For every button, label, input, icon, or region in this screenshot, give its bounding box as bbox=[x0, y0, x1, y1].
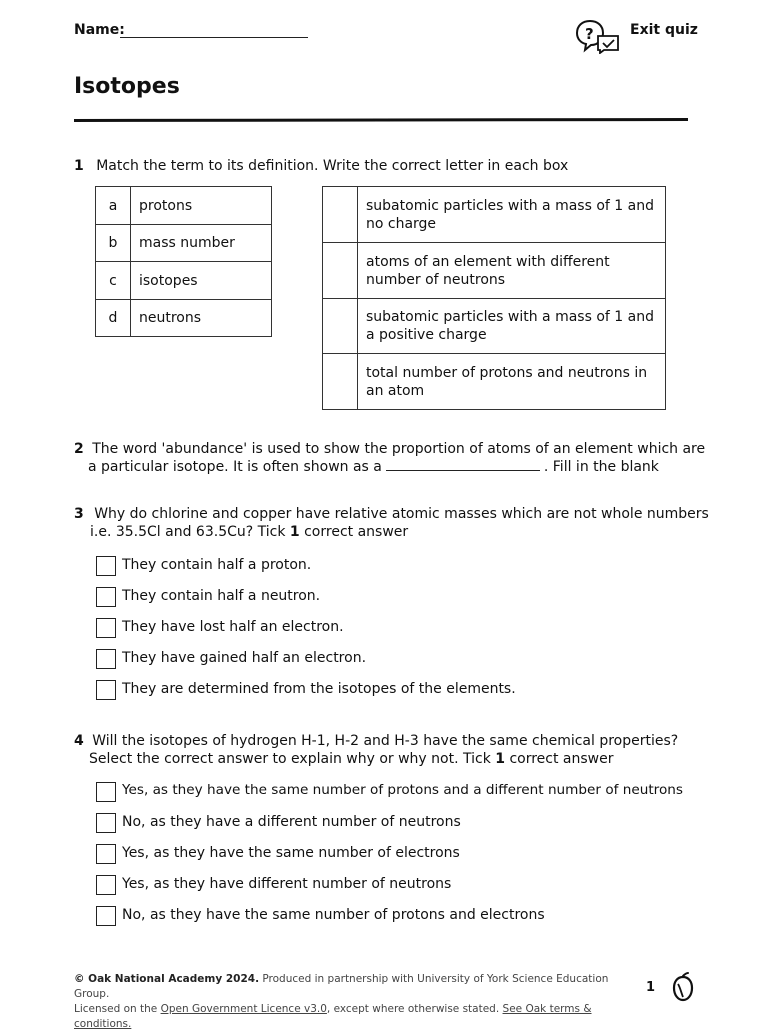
definition-line: subatomic particles with a mass of 1 and bbox=[366, 309, 654, 325]
definition-line: an atom bbox=[366, 382, 425, 399]
definition-line: number of neutrons bbox=[366, 271, 506, 288]
definition-line: atoms of an element with different bbox=[366, 253, 610, 270]
answer-option: They contain half a proton. bbox=[122, 557, 312, 573]
answer-checkbox[interactable] bbox=[96, 618, 116, 638]
footer-text: Produced in partnership with University of York Science Education Group. bbox=[74, 973, 609, 1000]
question-text: . Fill in the blank bbox=[543, 459, 659, 475]
answer-checkbox[interactable] bbox=[96, 875, 116, 895]
footer-text: Licensed on the bbox=[74, 1003, 161, 1015]
licence-link[interactable]: Open Government Licence v3.0 bbox=[160, 1003, 327, 1015]
answer-option: Yes, as they have the same number of electrons bbox=[122, 845, 460, 861]
terms-link[interactable]: See Oak terms & conditions. bbox=[74, 1003, 592, 1030]
term-row bbox=[96, 225, 272, 262]
term-text: isotopes bbox=[131, 262, 272, 300]
answer-checkbox[interactable] bbox=[96, 813, 116, 833]
question-2 bbox=[74, 440, 705, 458]
copyright-text: © Oak National Academy 2024. bbox=[74, 973, 260, 985]
fill-blank-field[interactable] bbox=[386, 458, 540, 471]
term-text: neutrons bbox=[131, 300, 272, 337]
footer-text: , except where otherwise stated. bbox=[326, 1003, 503, 1015]
term-row bbox=[96, 187, 272, 225]
tick-count: 1 bbox=[289, 524, 300, 540]
question-text: a particular isotope. It is often shown as a bbox=[88, 459, 382, 475]
question-text: Will the isotopes of hydrogen H-1, H-2 and H-3 have the same chemical properties? bbox=[92, 733, 679, 749]
answer-option: They have gained half an electron. bbox=[122, 650, 367, 666]
name-label: Name: bbox=[74, 22, 125, 38]
question-text: correct answer bbox=[299, 524, 409, 540]
answer-box[interactable] bbox=[323, 299, 358, 354]
question-text: Match the term to its definition. Write the correct letter in each box bbox=[96, 158, 569, 174]
answer-checkbox[interactable] bbox=[96, 587, 116, 607]
question-number: 1 bbox=[74, 158, 84, 174]
term-row bbox=[96, 262, 272, 300]
definition-text bbox=[358, 243, 666, 299]
question-text: i.e. 35.5Cl and 63.5Cu? Tick bbox=[90, 524, 290, 540]
question-text: Why do chlorine and copper have relative atomic masses which are not whole numbers bbox=[94, 506, 709, 522]
question-text: The word 'abundance' is used to show the proportion of atoms of an element which are bbox=[92, 441, 706, 457]
question-number: 2 bbox=[74, 441, 84, 457]
answer-option: They contain half a neutron. bbox=[122, 588, 321, 604]
definition-row bbox=[323, 354, 666, 410]
answer-option: Yes, as they have the same number of protons and a different number of neutrons bbox=[122, 782, 683, 798]
definition-line: no charge bbox=[366, 215, 437, 232]
term-letter: a bbox=[96, 187, 131, 225]
answer-option: They are determined from the isotopes of the elements. bbox=[122, 681, 516, 697]
oak-acorn-icon bbox=[672, 972, 694, 1002]
page-title: Isotopes bbox=[74, 74, 180, 99]
page-number: 1 bbox=[646, 980, 656, 995]
question-number: 3 bbox=[74, 506, 84, 522]
answer-checkbox[interactable] bbox=[96, 844, 116, 864]
answer-checkbox[interactable] bbox=[96, 782, 116, 802]
term-text: mass number bbox=[131, 225, 272, 262]
definition-row bbox=[323, 243, 666, 299]
definition-line: total number of protons and neutrons in bbox=[366, 364, 648, 381]
terms-table bbox=[95, 186, 272, 337]
definition-line: a positive charge bbox=[366, 327, 487, 343]
answer-option: No, as they have the same number of protons and electrons bbox=[122, 907, 545, 923]
answer-checkbox[interactable] bbox=[96, 649, 116, 669]
answer-checkbox[interactable] bbox=[96, 556, 116, 576]
term-letter: d bbox=[96, 300, 131, 337]
question-3 bbox=[74, 505, 709, 523]
footer-credits bbox=[74, 972, 634, 1032]
question-4-line-2 bbox=[89, 750, 614, 768]
definitions-table bbox=[322, 186, 666, 410]
definition-row bbox=[323, 187, 666, 243]
question-chat-icon bbox=[574, 18, 622, 54]
question-number: 4 bbox=[74, 733, 84, 749]
question-text: Select the correct answer to explain why or why not. Tick bbox=[89, 751, 496, 767]
exit-quiz-label: Exit quiz bbox=[630, 22, 698, 38]
question-4 bbox=[74, 732, 678, 750]
name-field[interactable] bbox=[120, 37, 308, 38]
term-text: protons bbox=[131, 187, 272, 225]
definition-text bbox=[358, 354, 666, 410]
answer-checkbox[interactable] bbox=[96, 680, 116, 700]
answer-box[interactable] bbox=[323, 243, 358, 299]
answer-box[interactable] bbox=[323, 354, 358, 410]
question-3-line-2 bbox=[90, 523, 408, 541]
svg-text:?: ? bbox=[585, 25, 594, 43]
question-2-line-2 bbox=[88, 458, 659, 476]
term-letter: c bbox=[96, 262, 131, 300]
term-row bbox=[96, 300, 272, 337]
answer-option: They have lost half an electron. bbox=[122, 619, 344, 635]
answer-checkbox[interactable] bbox=[96, 906, 116, 926]
answer-box[interactable] bbox=[323, 187, 358, 243]
question-text: correct answer bbox=[505, 751, 614, 767]
definition-text bbox=[358, 187, 666, 243]
question-1 bbox=[74, 157, 568, 175]
term-letter: b bbox=[96, 225, 131, 262]
answer-option: Yes, as they have different number of neutrons bbox=[122, 876, 452, 892]
title-divider bbox=[74, 117, 688, 123]
definition-row bbox=[323, 299, 666, 354]
answer-option: No, as they have a different number of neutrons bbox=[122, 814, 461, 830]
definition-line: subatomic particles with a mass of 1 and bbox=[366, 197, 654, 214]
definition-text bbox=[358, 299, 666, 354]
tick-count: 1 bbox=[495, 751, 506, 767]
